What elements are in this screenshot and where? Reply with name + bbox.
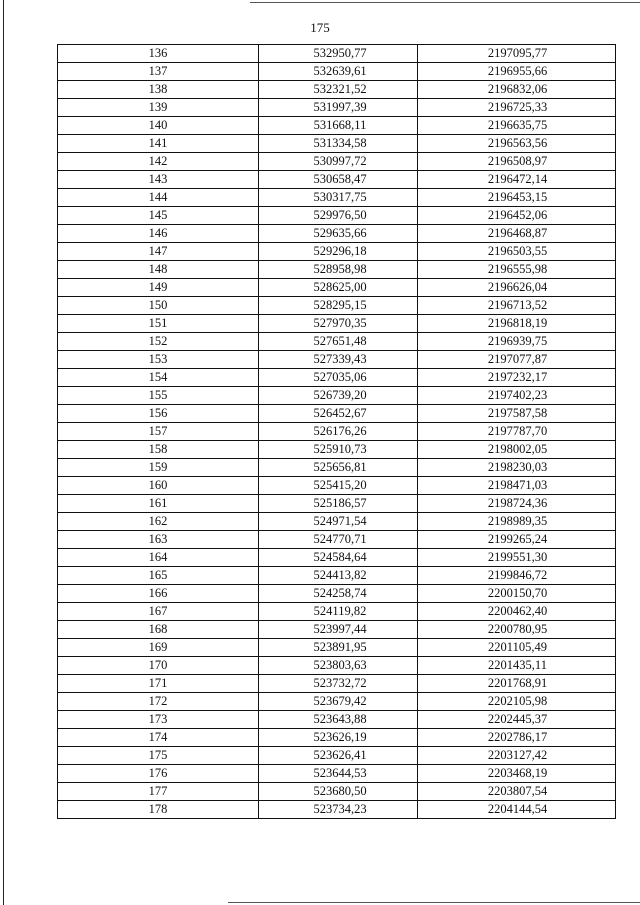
- x-coordinate-cell: 528958,98: [259, 261, 418, 279]
- y-coordinate-cell: 2198002,05: [418, 441, 616, 459]
- y-coordinate-cell: 2196555,98: [418, 261, 616, 279]
- x-coordinate-cell: 532321,52: [259, 81, 418, 99]
- table-row: [58, 783, 616, 801]
- y-coordinate-cell: 2199551,30: [418, 549, 616, 567]
- x-coordinate-cell: 530997,72: [259, 153, 418, 171]
- x-coordinate-cell: 527651,48: [259, 333, 418, 351]
- point-number-cell: 168: [58, 621, 259, 639]
- page-top-edge: [250, 2, 640, 3]
- table-row: [58, 189, 616, 207]
- page-number: 175: [310, 20, 330, 35]
- table-row: [58, 585, 616, 603]
- x-coordinate-cell: 532950,77: [259, 45, 418, 63]
- y-coordinate-cell: 2197232,17: [418, 369, 616, 387]
- table-row: [58, 657, 616, 675]
- point-number-cell: 177: [58, 783, 259, 801]
- point-number-cell: 137: [58, 63, 259, 81]
- point-number-cell: 141: [58, 135, 259, 153]
- y-coordinate-cell: 2200780,95: [418, 621, 616, 639]
- point-number-cell: 163: [58, 531, 259, 549]
- table-row: [58, 675, 616, 693]
- x-coordinate-cell: 526176,26: [259, 423, 418, 441]
- x-coordinate-cell: 529976,50: [259, 207, 418, 225]
- y-coordinate-cell: 2196503,55: [418, 243, 616, 261]
- y-coordinate-cell: 2196453,15: [418, 189, 616, 207]
- table-row: [58, 135, 616, 153]
- point-number-cell: 153: [58, 351, 259, 369]
- y-coordinate-cell: 2196626,04: [418, 279, 616, 297]
- y-coordinate-cell: 2197587,58: [418, 405, 616, 423]
- x-coordinate-cell: 528625,00: [259, 279, 418, 297]
- point-number-cell: 152: [58, 333, 259, 351]
- y-coordinate-cell: 2196563,56: [418, 135, 616, 153]
- y-coordinate-cell: 2196472,14: [418, 171, 616, 189]
- table-row: [58, 99, 616, 117]
- point-number-cell: 149: [58, 279, 259, 297]
- y-coordinate-cell: 2202445,37: [418, 711, 616, 729]
- y-coordinate-cell: 2203127,42: [418, 747, 616, 765]
- coordinates-table-body: [58, 45, 616, 819]
- table-row: [58, 279, 616, 297]
- point-number-cell: 175: [58, 747, 259, 765]
- x-coordinate-cell: 523679,42: [259, 693, 418, 711]
- y-coordinate-cell: 2197095,77: [418, 45, 616, 63]
- point-number-cell: 157: [58, 423, 259, 441]
- y-coordinate-cell: 2201435,11: [418, 657, 616, 675]
- x-coordinate-cell: 526739,20: [259, 387, 418, 405]
- x-coordinate-cell: 526452,67: [259, 405, 418, 423]
- x-coordinate-cell: 523626,19: [259, 729, 418, 747]
- x-coordinate-cell: 528295,15: [259, 297, 418, 315]
- point-number-cell: 138: [58, 81, 259, 99]
- x-coordinate-cell: 523997,44: [259, 621, 418, 639]
- x-coordinate-cell: 523732,72: [259, 675, 418, 693]
- table-row: [58, 207, 616, 225]
- y-coordinate-cell: 2202786,17: [418, 729, 616, 747]
- point-number-cell: 148: [58, 261, 259, 279]
- x-coordinate-cell: 525910,73: [259, 441, 418, 459]
- table-row: [58, 567, 616, 585]
- table-row: [58, 495, 616, 513]
- x-coordinate-cell: 524584,64: [259, 549, 418, 567]
- x-coordinate-cell: 532639,61: [259, 63, 418, 81]
- x-coordinate-cell: 531334,58: [259, 135, 418, 153]
- y-coordinate-cell: 2201768,91: [418, 675, 616, 693]
- table-row: [58, 477, 616, 495]
- table-row: [58, 243, 616, 261]
- point-number-cell: 136: [58, 45, 259, 63]
- point-number-cell: 160: [58, 477, 259, 495]
- table-row: [58, 225, 616, 243]
- point-number-cell: 142: [58, 153, 259, 171]
- y-coordinate-cell: 2196832,06: [418, 81, 616, 99]
- x-coordinate-cell: 524413,82: [259, 567, 418, 585]
- table-row: [58, 45, 616, 63]
- x-coordinate-cell: 524258,74: [259, 585, 418, 603]
- table-row: [58, 603, 616, 621]
- y-coordinate-cell: 2196939,75: [418, 333, 616, 351]
- y-coordinate-cell: 2199265,24: [418, 531, 616, 549]
- table-row: [58, 801, 616, 819]
- y-coordinate-cell: 2197402,23: [418, 387, 616, 405]
- x-coordinate-cell: 527339,43: [259, 351, 418, 369]
- table-row: [58, 549, 616, 567]
- y-coordinate-cell: 2199846,72: [418, 567, 616, 585]
- point-number-cell: 154: [58, 369, 259, 387]
- table-row: [58, 513, 616, 531]
- table-row: [58, 369, 616, 387]
- x-coordinate-cell: 523891,95: [259, 639, 418, 657]
- point-number-cell: 145: [58, 207, 259, 225]
- table-row: [58, 531, 616, 549]
- table-row: [58, 423, 616, 441]
- y-coordinate-cell: 2196955,66: [418, 63, 616, 81]
- table-row: [58, 261, 616, 279]
- x-coordinate-cell: 529296,18: [259, 243, 418, 261]
- point-number-cell: 161: [58, 495, 259, 513]
- y-coordinate-cell: 2196452,06: [418, 207, 616, 225]
- y-coordinate-cell: 2196635,75: [418, 117, 616, 135]
- point-number-cell: 167: [58, 603, 259, 621]
- point-number-cell: 166: [58, 585, 259, 603]
- y-coordinate-cell: 2196508,97: [418, 153, 616, 171]
- y-coordinate-cell: 2197077,87: [418, 351, 616, 369]
- y-coordinate-cell: 2202105,98: [418, 693, 616, 711]
- x-coordinate-cell: 530658,47: [259, 171, 418, 189]
- y-coordinate-cell: 2203807,54: [418, 783, 616, 801]
- y-coordinate-cell: 2197787,70: [418, 423, 616, 441]
- point-number-cell: 143: [58, 171, 259, 189]
- x-coordinate-cell: 525415,20: [259, 477, 418, 495]
- y-coordinate-cell: 2203468,19: [418, 765, 616, 783]
- page-bottom-edge: [228, 902, 640, 903]
- y-coordinate-cell: 2198230,03: [418, 459, 616, 477]
- table-row: [58, 459, 616, 477]
- y-coordinate-cell: 2196818,19: [418, 315, 616, 333]
- point-number-cell: 178: [58, 801, 259, 819]
- point-number-cell: 150: [58, 297, 259, 315]
- point-number-cell: 170: [58, 657, 259, 675]
- x-coordinate-cell: 523680,50: [259, 783, 418, 801]
- x-coordinate-cell: 525186,57: [259, 495, 418, 513]
- table-row: [58, 63, 616, 81]
- table-row: [58, 747, 616, 765]
- coordinates-table: [57, 44, 616, 819]
- y-coordinate-cell: 2200462,40: [418, 603, 616, 621]
- x-coordinate-cell: 523643,88: [259, 711, 418, 729]
- point-number-cell: 140: [58, 117, 259, 135]
- point-number-cell: 162: [58, 513, 259, 531]
- point-number-cell: 173: [58, 711, 259, 729]
- table-row: [58, 81, 616, 99]
- x-coordinate-cell: 527970,35: [259, 315, 418, 333]
- point-number-cell: 172: [58, 693, 259, 711]
- point-number-cell: 155: [58, 387, 259, 405]
- point-number-cell: 146: [58, 225, 259, 243]
- x-coordinate-cell: 529635,66: [259, 225, 418, 243]
- point-number-cell: 165: [58, 567, 259, 585]
- table-row: [58, 729, 616, 747]
- table-row: [58, 351, 616, 369]
- table-row: [58, 117, 616, 135]
- y-coordinate-cell: 2196725,33: [418, 99, 616, 117]
- x-coordinate-cell: 523626,41: [259, 747, 418, 765]
- point-number-cell: 151: [58, 315, 259, 333]
- table-row: [58, 297, 616, 315]
- table-row: [58, 405, 616, 423]
- point-number-cell: 147: [58, 243, 259, 261]
- point-number-cell: 174: [58, 729, 259, 747]
- table-row: [58, 153, 616, 171]
- y-coordinate-cell: 2196713,52: [418, 297, 616, 315]
- x-coordinate-cell: 527035,06: [259, 369, 418, 387]
- table-row: [58, 315, 616, 333]
- point-number-cell: 158: [58, 441, 259, 459]
- table-row: [58, 441, 616, 459]
- point-number-cell: 171: [58, 675, 259, 693]
- table-row: [58, 171, 616, 189]
- point-number-cell: 159: [58, 459, 259, 477]
- x-coordinate-cell: 531997,39: [259, 99, 418, 117]
- table-row: [58, 711, 616, 729]
- x-coordinate-cell: 523644,53: [259, 765, 418, 783]
- y-coordinate-cell: 2198724,36: [418, 495, 616, 513]
- y-coordinate-cell: 2198989,35: [418, 513, 616, 531]
- x-coordinate-cell: 524119,82: [259, 603, 418, 621]
- table-row: [58, 639, 616, 657]
- table-row: [58, 765, 616, 783]
- table-row: [58, 387, 616, 405]
- y-coordinate-cell: 2204144,54: [418, 801, 616, 819]
- y-coordinate-cell: 2201105,49: [418, 639, 616, 657]
- point-number-cell: 156: [58, 405, 259, 423]
- x-coordinate-cell: 523734,23: [259, 801, 418, 819]
- y-coordinate-cell: 2200150,70: [418, 585, 616, 603]
- x-coordinate-cell: 524971,54: [259, 513, 418, 531]
- point-number-cell: 176: [58, 765, 259, 783]
- y-coordinate-cell: 2196468,87: [418, 225, 616, 243]
- table-row: [58, 621, 616, 639]
- table-row: [58, 693, 616, 711]
- x-coordinate-cell: 525656,81: [259, 459, 418, 477]
- y-coordinate-cell: 2198471,03: [418, 477, 616, 495]
- page-left-edge: [3, 0, 4, 905]
- point-number-cell: 164: [58, 549, 259, 567]
- x-coordinate-cell: 523803,63: [259, 657, 418, 675]
- point-number-cell: 144: [58, 189, 259, 207]
- table-row: [58, 333, 616, 351]
- x-coordinate-cell: 530317,75: [259, 189, 418, 207]
- x-coordinate-cell: 531668,11: [259, 117, 418, 135]
- point-number-cell: 139: [58, 99, 259, 117]
- x-coordinate-cell: 524770,71: [259, 531, 418, 549]
- point-number-cell: 169: [58, 639, 259, 657]
